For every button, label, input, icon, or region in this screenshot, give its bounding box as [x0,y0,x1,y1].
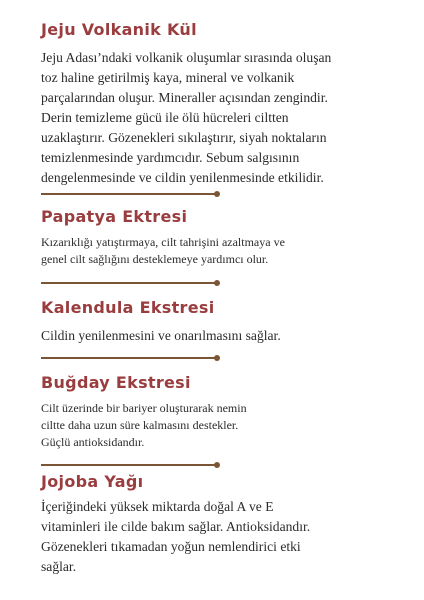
section-divider [41,282,217,284]
section-title: Kalendula Ekstresi [41,298,215,317]
section-divider [41,464,217,466]
section-wheat-extract [41,373,411,451]
section-calendula-extract [41,298,411,346]
section-body: Kızarıklığı yatıştırmaya, cilt tahrişini azaltmaya ve genel cilt sağlığını desteklemeye yardımcı olur. [41,235,285,266]
section-title: Papatya Ektresi [41,207,188,226]
section-body: İçeriğindeki yüksek miktarda doğal A ve E vitaminleri ile cilde bakım sağlar. Antioksidandır. Gözenekleri tıkamadan yoğun nemlendirici etki sağlar. [41,499,311,574]
section-divider [41,193,217,195]
section-divider [41,357,217,359]
section-title: Jojoba Yağı [41,472,144,491]
section-jeju-volcanic-ash [41,20,411,188]
section-chamomile-extract [41,207,411,268]
section-jojoba-oil [41,472,411,577]
section-body: Cildin yenilenmesini ve onarılmasını sağlar. [41,328,281,343]
section-body: Cilt üzerinde bir bariyer oluşturarak nemin ciltte daha uzun süre kalmasını destekler. Güçlü antioksidandır. [41,401,247,449]
section-title: Buğday Ekstresi [41,373,191,392]
section-title: Jeju Volkanik Kül [41,20,197,39]
section-body: Jeju Adası’ndaki volkanik oluşumlar sırasında oluşan toz haline getirilmiş kaya, mineral ve volkanik parçalarından oluşur. Mineraller açısından zengindir. Derin temizleme gücü ile ölü hücreleri ciltten uzaklaştırır. Gözenekleri sıkılaştırır, siyah noktaların temizlenmesinde yardımcıdır. Sebum salgısının dengelenmesinde ve cildin yenilenmesinde etkilidir. [41,50,332,185]
